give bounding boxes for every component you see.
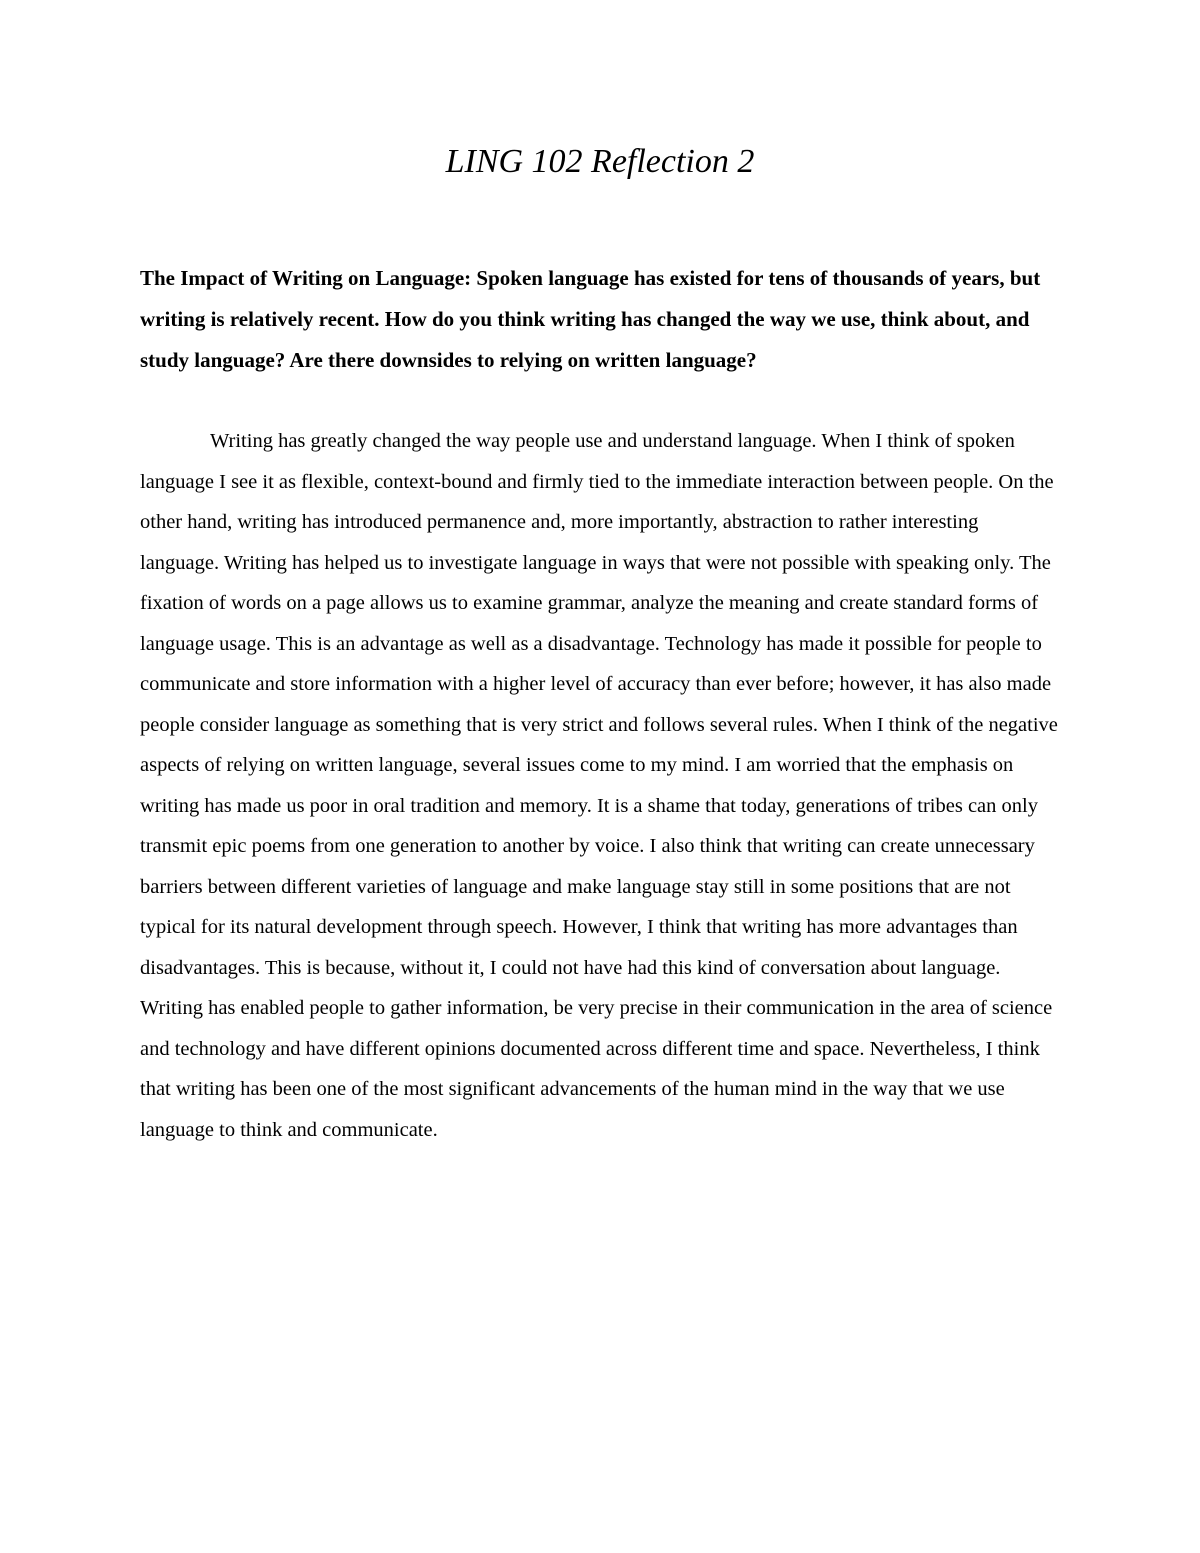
essay-prompt: The Impact of Writing on Language: Spoken language has existed for tens of thousands of years, but writing is relatively recent. How do you think writing has changed the way we use, think about, and study language? Are there downsides to relying on written language? bbox=[140, 266, 1041, 372]
essay-body-paragraph: Writing has greatly changed the way people use and understand language. When I think of spoken language I see it as flexible, context-bound and firmly tied to the immediate interaction between people. On the other hand, writing has introduced permanence and, more importantly, abstraction to rather interesting language. Writing has helped us to investigate language in ways that were not possible with speaking only. The fixation of words on a page allows us to examine grammar, analyze the meaning and create standard forms of language usage. This is an advantage as well as a disadvantage. Technology has made it possible for people to communicate and store information with a higher level of accuracy than ever before; however, it has also made people consider language as something that is very strict and follows several rules. When I think of the negative aspects of relying on written language, several issues come to my mind. I am worried that the emphasis on writing has made us poor in oral tradition and memory. It is a shame that today, generations of tribes can only transmit epic poems from one generation to another by voice. I also think that writing can create unnecessary barriers between different varieties of language and make language stay still in some positions that are not typical for its natural development through speech. However, I think that writing has more advantages than disadvantages. This is because, without it, I could not have had this kind of conversation about language. Writing has enabled people to gather information, be very precise in their communication in the area of science and technology and have different opinions documented across different time and space. Nevertheless, I think that writing has been one of the most significant advancements of the human mind in the way that we use language to think and communicate. bbox=[140, 430, 1058, 1141]
document-title: LING 102 Reflection 2 bbox=[445, 143, 755, 180]
